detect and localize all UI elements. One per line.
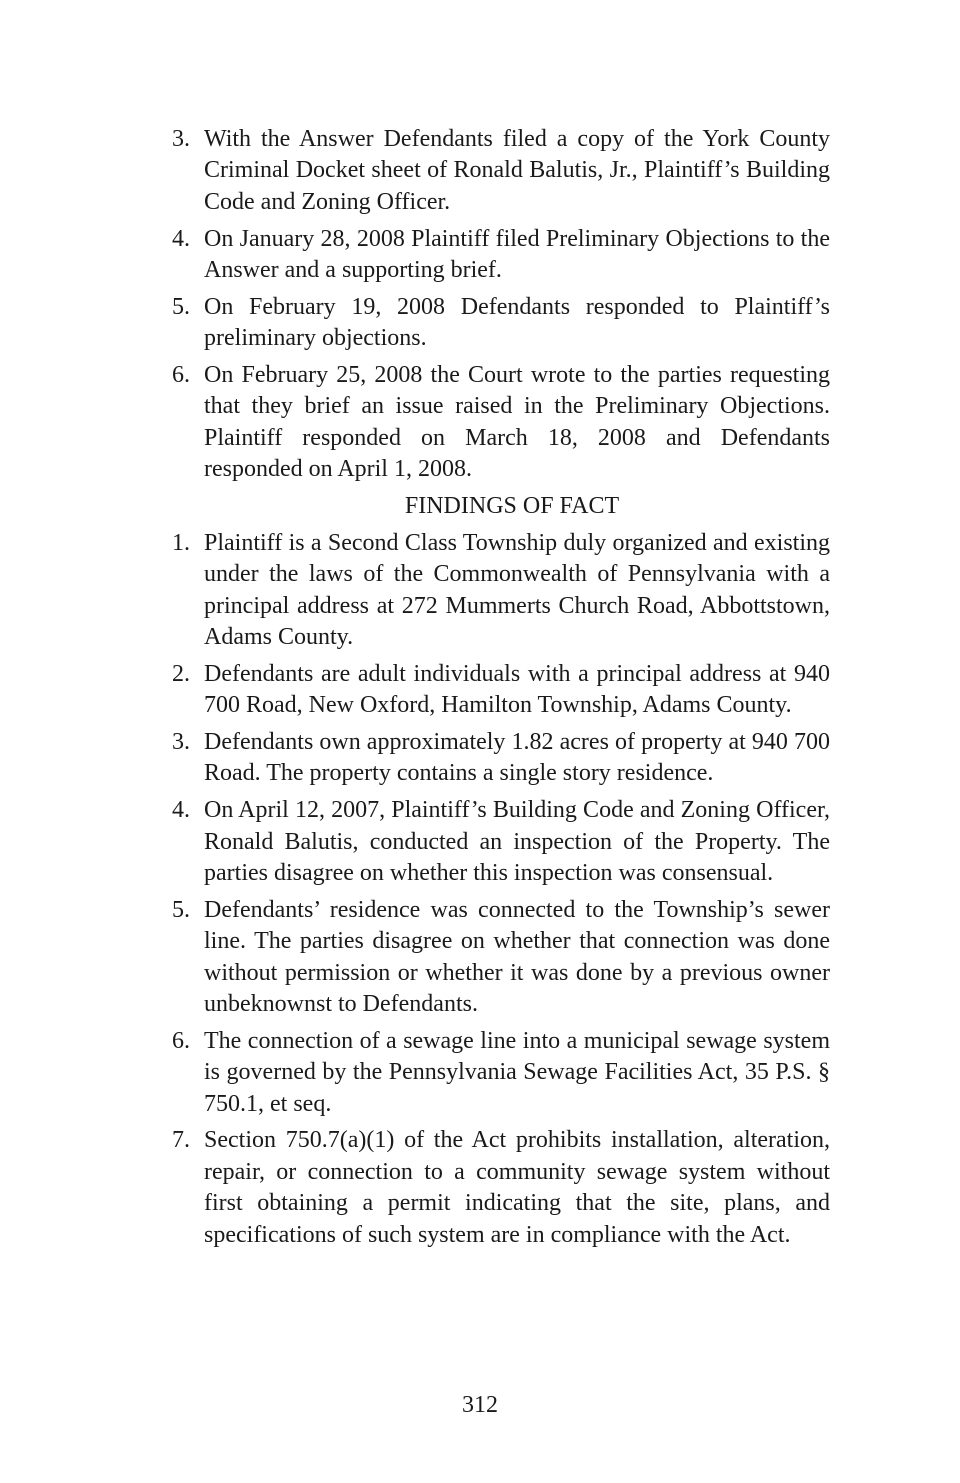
procedural-item-4 — [166, 224, 830, 287]
finding-item-1 — [166, 528, 830, 654]
item-text: Defendants own approximately 1.82 acres of property at 940 700 Road. The property contains a single story residence. — [204, 729, 830, 787]
item-number: 5. — [172, 896, 190, 923]
item-text: On February 19, 2008 Defendants responded to Plaintiff’s preliminary objections. — [204, 293, 830, 352]
item-text: With the Answer Defendants filed a copy of the York County Criminal Docket sheet of Ronald Balutis, Jr., Plaintiff’s Building Code and Zoning Officer. — [204, 126, 830, 215]
item-number: 4. — [172, 797, 190, 824]
item-number: 5. — [172, 293, 190, 320]
item-text: Defendants are adult individuals with a principal address at 940 700 Road, New Oxford, Hamilton Township, Adams County. — [204, 660, 830, 719]
item-text: Section 750.7(a)(1) of the Act prohibits installation, alteration, repair, or connection to a community sewage system without first obtaining a permit indicating that the site, plans, and specifications of such system are in compliance with the Act. — [204, 1127, 830, 1248]
item-number: 4. — [172, 225, 190, 252]
finding-item-7 — [166, 1125, 830, 1251]
item-number: 6. — [172, 362, 190, 389]
page-number: 312 — [462, 1392, 498, 1418]
item-text: On February 25, 2008 the Court wrote to the parties requesting that they brief an issue raised in the Preliminary Objections. Plaintiff responded on March 18, 2008 and Defendants responded on April 1, 2008. — [204, 362, 830, 483]
finding-item-4 — [166, 795, 830, 889]
item-text: On January 28, 2008 Plaintiff filed Preliminary Objections to the Answer and a supporting brief. — [204, 225, 830, 284]
finding-item-5 — [166, 895, 830, 1021]
finding-item-6 — [166, 1026, 830, 1120]
procedural-item-3 — [166, 124, 830, 218]
item-number: 6. — [172, 1027, 190, 1054]
item-text: The connection of a sewage line into a municipal sewage system is governed by the Pennsylvania Sewage Facilities Act, 35 P.S. § 750.1, et seq. — [204, 1027, 830, 1117]
item-number: 2. — [172, 660, 190, 687]
finding-item-2 — [166, 659, 830, 722]
finding-item-3 — [166, 727, 830, 790]
item-number: 7. — [172, 1127, 190, 1154]
item-text: Defendants’ residence was connected to the Township’s sewer line. The parties disagree on whether that connection was done without permission or whether it was done by a previous owner unbeknownst to Defendants. — [204, 896, 830, 1018]
procedural-item-6 — [166, 360, 830, 486]
findings-of-fact-heading: FINDINGS OF FACT — [404, 493, 620, 520]
item-text: On April 12, 2007, Plaintiff’s Building Code and Zoning Officer, Ronald Balutis, conducted an inspection of the Property. The parties disagree on whether this inspection was consensual. — [204, 797, 830, 887]
item-number: 3. — [172, 729, 190, 756]
item-text: Plaintiff is a Second Class Township duly organized and existing under the laws of the Commonwealth of Pennsylvania with a principal address at 272 Mummerts Church Road, Abbottstown, Adams County. — [204, 529, 830, 651]
item-number: 1. — [172, 529, 190, 556]
item-number: 3. — [172, 126, 190, 152]
page-body — [166, 124, 830, 1257]
procedural-item-5 — [166, 292, 830, 355]
